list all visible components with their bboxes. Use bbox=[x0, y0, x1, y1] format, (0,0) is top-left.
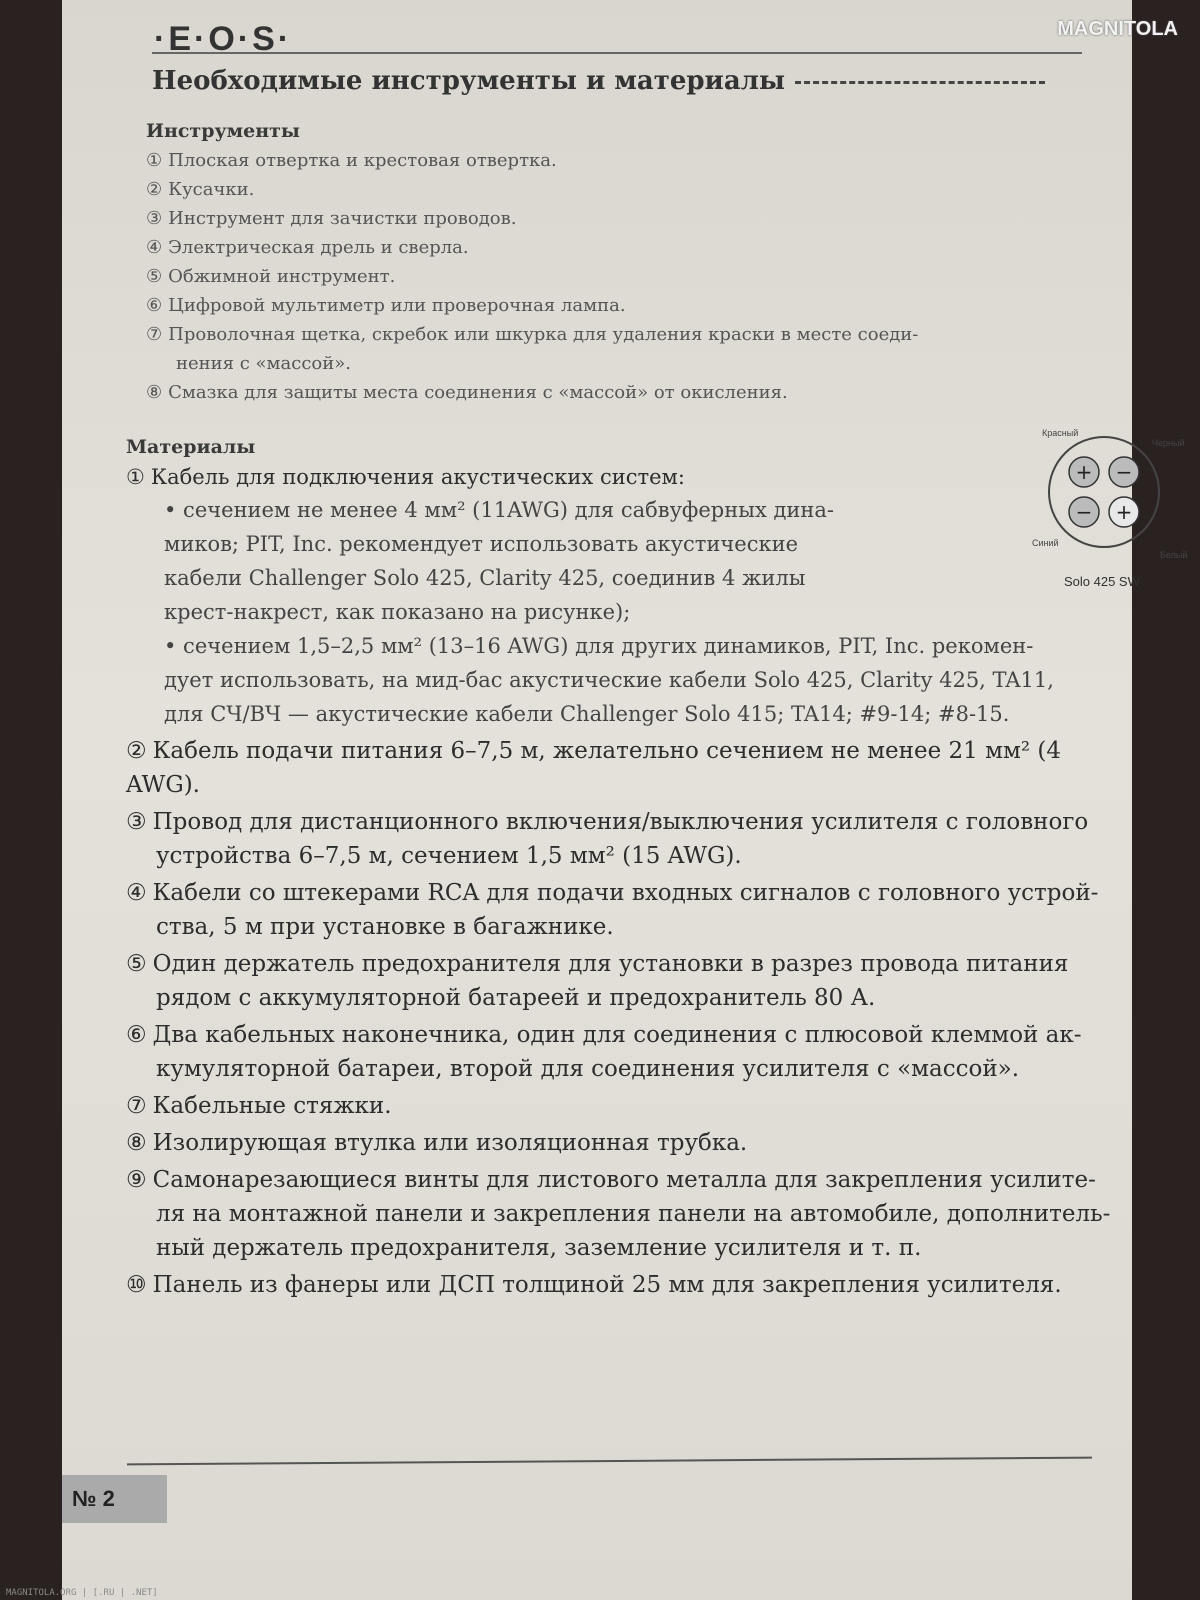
page-number-tab bbox=[62, 1475, 167, 1523]
materials-item: ④ Кабели со штекерами RCA для подачи входных сигналов с головного устрой- ства, 5 м при установке в багажнике. bbox=[126, 880, 1099, 940]
tools-item: ② Кусачки. bbox=[146, 179, 255, 200]
materials-section bbox=[126, 436, 1126, 1302]
materials-bullet-line: • сечением не менее 4 мм² (11AWG) для сабвуферных дина- bbox=[164, 498, 835, 522]
heading-dash-line bbox=[795, 81, 1045, 84]
materials-bullet-line: дует использовать, на мид-бас акустические кабели Solo 425, Clarity 425, TA11, bbox=[164, 668, 1054, 692]
materials-item: ① Кабель для подключения акустических систем: bbox=[126, 465, 685, 489]
tools-item-continued: нения с «массой». bbox=[176, 353, 351, 374]
watermark-logo: MAGNITOLA bbox=[1057, 18, 1178, 40]
materials-item: ② Кабель подачи питания 6–7,5 м, желательно сечением не менее 21 мм² (4 AWG). bbox=[126, 738, 1061, 798]
minus-sign: − bbox=[1075, 500, 1093, 524]
materials-title: Материалы bbox=[126, 436, 256, 458]
diagram-caption: Solo 425 SW bbox=[1064, 574, 1140, 589]
label-white: Белый bbox=[1160, 550, 1188, 560]
tools-item: ④ Электрическая дрель и сверла. bbox=[146, 237, 469, 258]
heading-text: Необходимые инструменты и материалы bbox=[152, 66, 786, 96]
materials-item: ⑩ Панель из фанеры или ДСП толщиной 25 мм для закрепления усилителя. bbox=[126, 1272, 1062, 1298]
manual-page bbox=[62, 0, 1188, 1600]
bottom-rule bbox=[127, 1457, 1092, 1466]
tools-item: ① Плоская отвертка и крестовая отвертка. bbox=[146, 150, 557, 171]
materials-item: ⑦ Кабельные стяжки. bbox=[126, 1093, 392, 1119]
page-heading bbox=[152, 66, 1152, 96]
brand-logo: ·E·O·S· bbox=[154, 20, 293, 58]
tools-item: ⑧ Смазка для защиты места соединения с «массой» от окисления. bbox=[146, 382, 788, 403]
tools-item: ⑥ Цифровой мультиметр или проверочная лампа. bbox=[146, 295, 626, 316]
materials-item: ③ Провод для дистанционного включения/выключения усилителя с головного устройства 6–7,5 м, сечением 1,5 мм² (15 AWG). bbox=[126, 809, 1089, 869]
plus-sign: + bbox=[1115, 500, 1133, 524]
tools-item: ③ Инструмент для зачистки проводов. bbox=[146, 208, 517, 229]
footer-watermark: MAGNITOLA.ORG | [.RU | .NET] bbox=[6, 1588, 158, 1598]
label-blue: Синий bbox=[1032, 538, 1059, 548]
top-rule bbox=[152, 52, 1082, 54]
materials-bullet-line: миков; PIT, Inc. рекомендует использовать акустические bbox=[164, 532, 799, 556]
materials-item: ⑨ Самонарезающиеся винты для листового металла для закрепления усилите- ля на монтажной панели и закрепления панели на автомобиле, дополнитель- ный держатель предохранителя, заземление усилителя и т. п. bbox=[126, 1167, 1111, 1261]
tools-item: ⑦ Проволочная щетка, скребок или шкурка для удаления краски в месте соеди- bbox=[146, 324, 919, 345]
page-number: № 2 bbox=[72, 1486, 115, 1511]
materials-item: ⑥ Два кабельных наконечника, один для соединения с плюсовой клеммой ак- кумуляторной батареи, второй для соединения усилителя с «массой». bbox=[126, 1022, 1082, 1082]
materials-item: ⑧ Изолирующая втулка или изоляционная трубка. bbox=[126, 1130, 748, 1156]
cable-wiring-diagram bbox=[982, 420, 1200, 595]
tools-title: Инструменты bbox=[146, 120, 300, 142]
tools-section bbox=[146, 120, 1106, 407]
minus-sign: − bbox=[1115, 460, 1133, 484]
materials-bullet-line: • сечением 1,5–2,5 мм² (13–16 AWG) для других динамиков, PIT, Inc. рекомен- bbox=[164, 634, 1034, 658]
label-red: Красный bbox=[1042, 428, 1079, 438]
materials-bullet-line: крест-накрест, как показано на рисунке); bbox=[164, 600, 631, 624]
materials-bullet-line: кабели Challenger Solo 425, Clarity 425, соединив 4 жилы bbox=[164, 566, 806, 590]
materials-bullet-line: для СЧ/ВЧ — акустические кабели Challenger Solo 415; TA14; #9-14; #8-15. bbox=[164, 702, 1010, 726]
tools-item: ⑤ Обжимной инструмент. bbox=[146, 266, 396, 287]
label-black: Черный bbox=[1152, 438, 1185, 448]
materials-item: ⑤ Один держатель предохранителя для установки в разрез провода питания рядом с аккумуляторной батареей и предохранитель 80 А. bbox=[126, 951, 1069, 1011]
plus-sign: + bbox=[1075, 460, 1093, 484]
